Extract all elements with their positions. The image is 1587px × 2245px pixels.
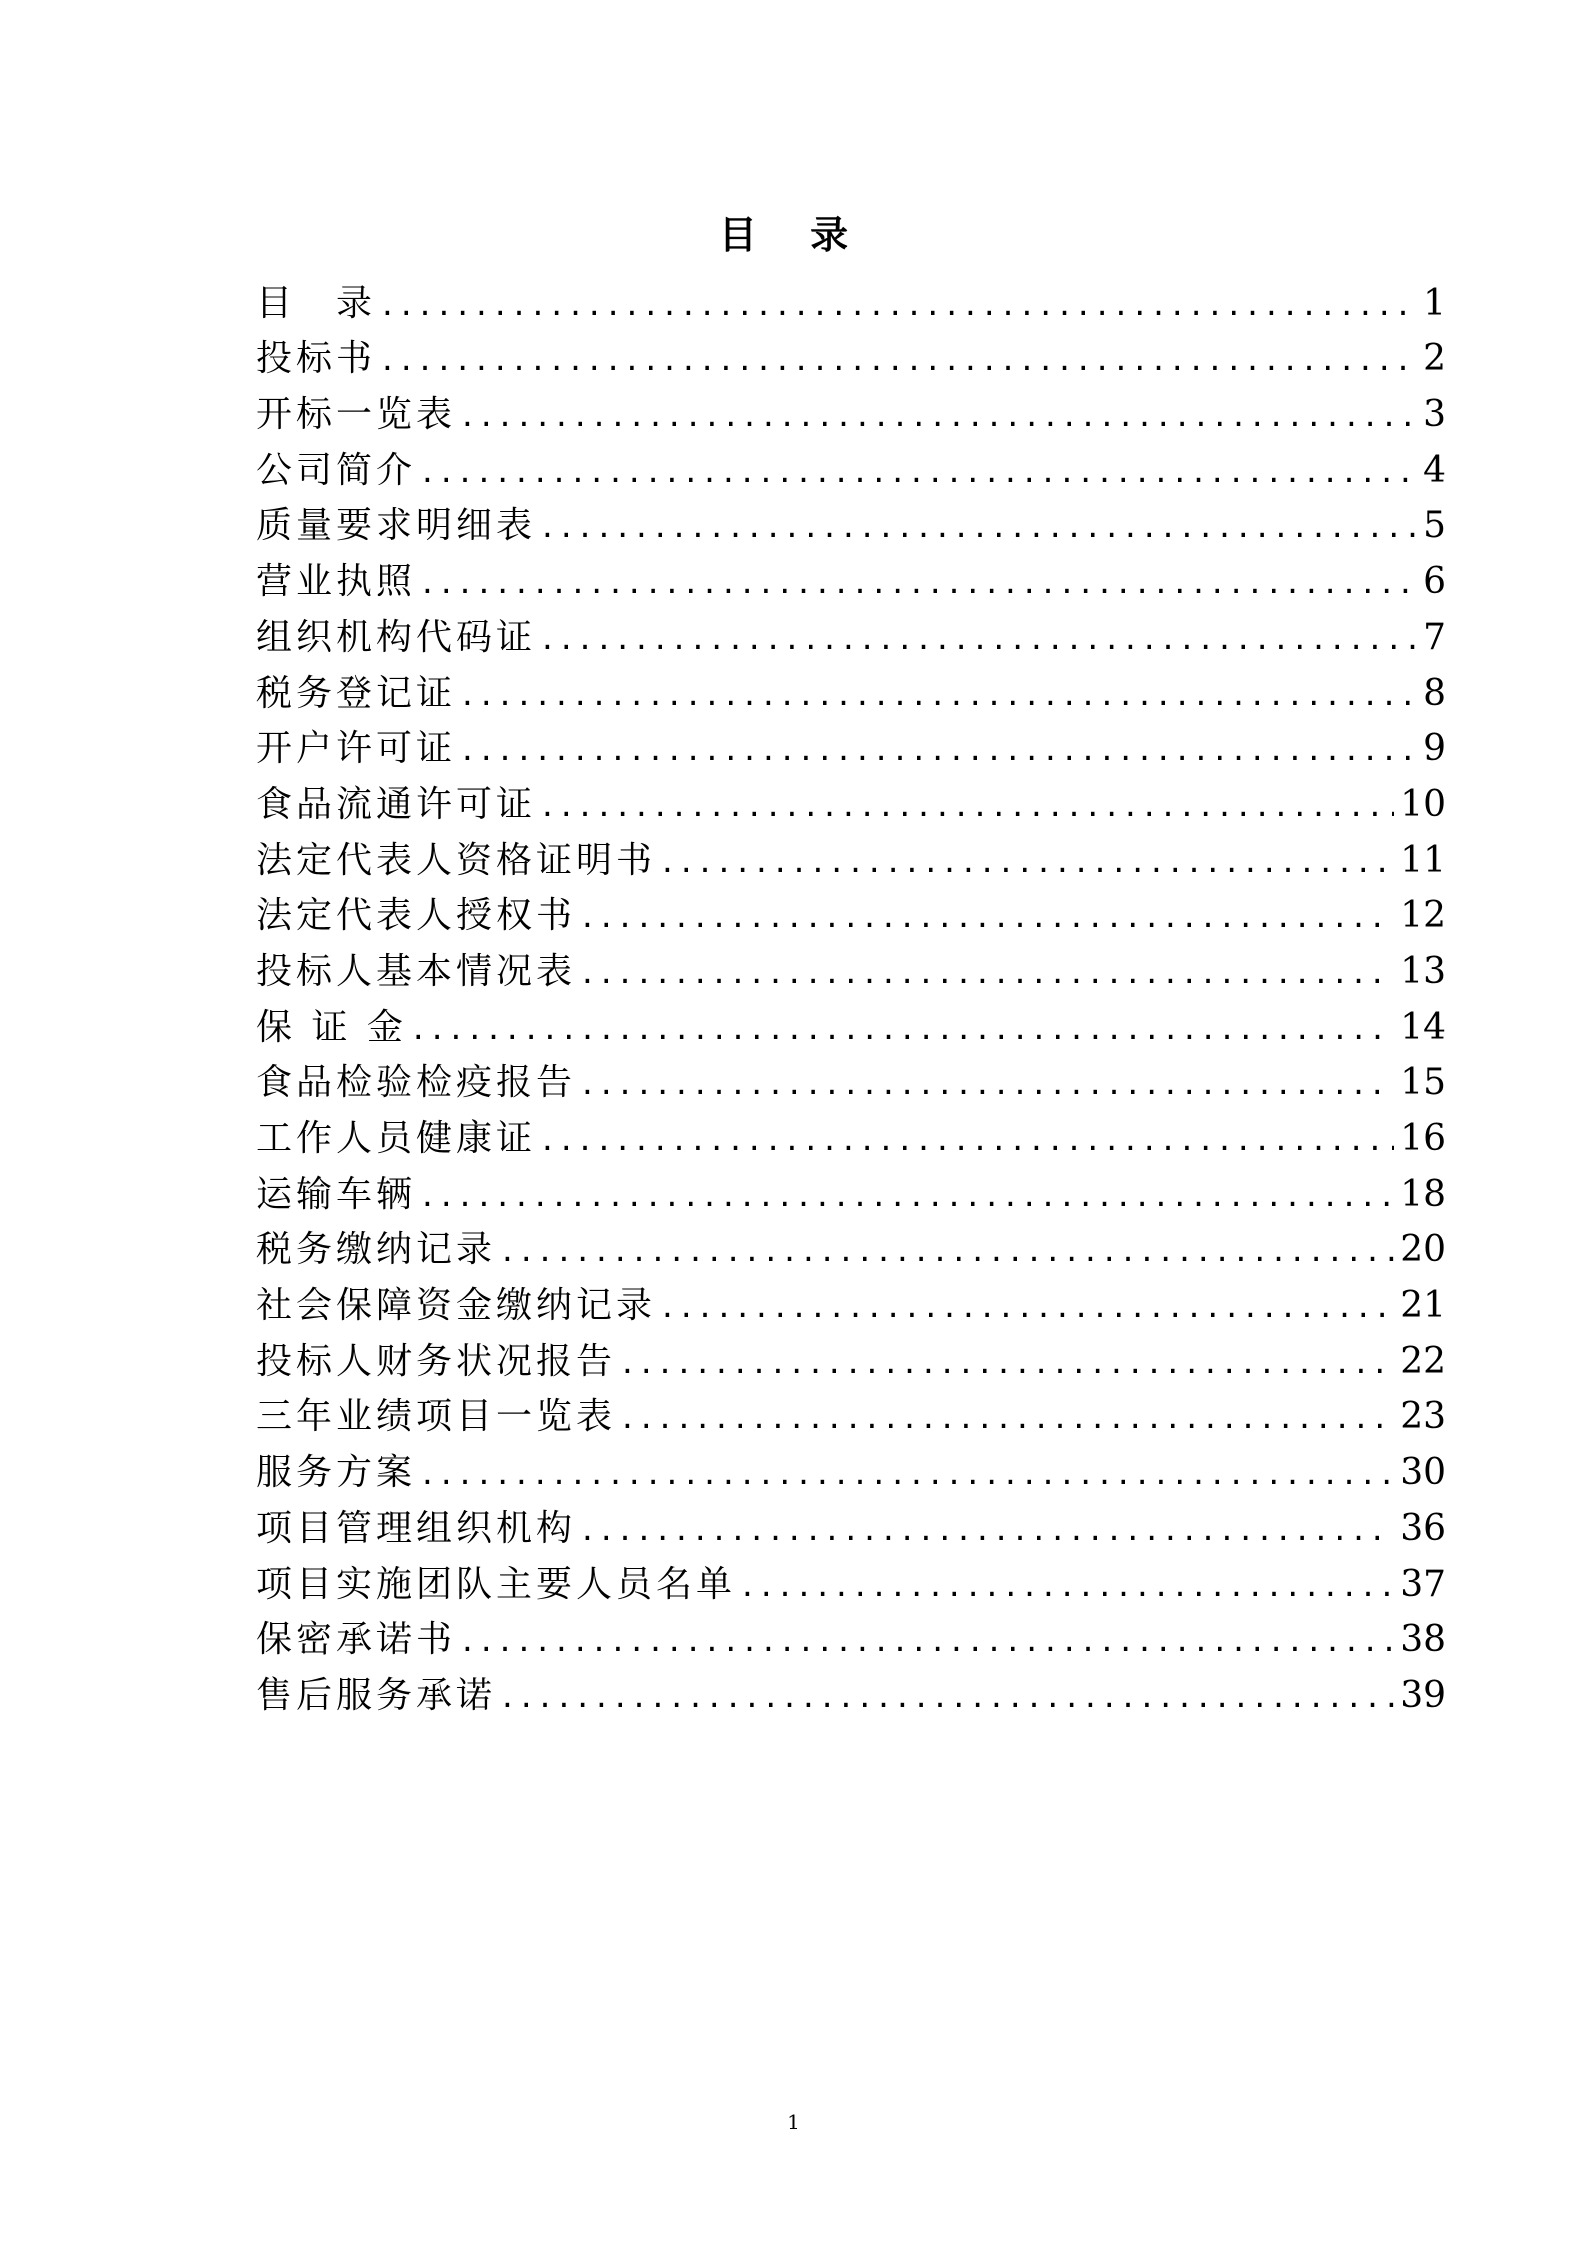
toc-entry-label: 售后服务承诺 — [256, 1674, 497, 1716]
toc-entry[interactable] — [256, 1050, 1446, 1106]
toc-entry-label: 食品流通许可证 — [256, 783, 537, 825]
toc-entry-label: 保密承诺书 — [256, 1619, 457, 1661]
toc-entry[interactable] — [256, 660, 1446, 716]
toc-leader-dots — [662, 1284, 1394, 1328]
toc-entry-label: 质量要求明细表 — [256, 505, 537, 547]
toc-entry-page: 21 — [1400, 1285, 1446, 1327]
toc-leader-dots — [422, 560, 1417, 604]
toc-entry[interactable] — [256, 1272, 1446, 1328]
toc-entry[interactable] — [256, 1495, 1446, 1551]
toc-list — [256, 270, 1446, 1718]
toc-entry-page: 8 — [1423, 672, 1446, 714]
toc-entry-page: 38 — [1400, 1619, 1446, 1661]
toc-entry[interactable] — [256, 493, 1446, 549]
toc-leader-dots — [382, 337, 1417, 381]
toc-entry[interactable] — [256, 1607, 1446, 1663]
toc-entry[interactable] — [256, 883, 1446, 939]
toc-leader-dots — [582, 1507, 1394, 1551]
toc-leader-dots — [542, 783, 1394, 827]
toc-entry-label: 服务方案 — [256, 1452, 417, 1494]
toc-entry-page: 20 — [1400, 1229, 1446, 1271]
toc-leader-dots — [622, 1340, 1394, 1384]
toc-entry-page: 9 — [1423, 728, 1446, 770]
toc-entry[interactable] — [256, 1384, 1446, 1440]
toc-entry-label: 食品检验检疫报告 — [256, 1062, 577, 1104]
toc-leader-dots — [502, 1228, 1394, 1272]
toc-entry-page: 15 — [1400, 1062, 1446, 1104]
toc-leader-dots — [462, 672, 1417, 716]
toc-entry[interactable] — [256, 1105, 1446, 1161]
toc-entry-page: 7 — [1423, 616, 1446, 658]
toc-entry[interactable] — [256, 1328, 1446, 1384]
toc-entry-page: 4 — [1423, 449, 1446, 491]
toc-entry-page: 6 — [1423, 561, 1446, 603]
toc-leader-dots — [422, 1173, 1394, 1217]
toc-entry[interactable] — [256, 270, 1446, 326]
page-number: 1 — [787, 2110, 800, 2134]
toc-entry-page: 12 — [1400, 895, 1446, 937]
toc-entry-page: 30 — [1400, 1452, 1446, 1494]
toc-entry-label: 运输车辆 — [256, 1173, 417, 1215]
toc-entry[interactable] — [256, 548, 1446, 604]
toc-entry-page: 18 — [1400, 1173, 1446, 1215]
page-title: 目 录 — [718, 213, 869, 257]
toc-entry-label: 社会保障资金缴纳记录 — [256, 1285, 657, 1327]
toc-entry[interactable] — [256, 938, 1446, 994]
toc-leader-dots — [382, 282, 1417, 326]
toc-entry[interactable] — [256, 771, 1446, 827]
toc-entry-label: 税务缴纳记录 — [256, 1229, 497, 1271]
toc-leader-dots — [582, 894, 1394, 938]
toc-entry[interactable] — [256, 1217, 1446, 1273]
toc-leader-dots — [622, 1395, 1394, 1439]
toc-entry-page: 13 — [1400, 950, 1446, 992]
toc-entry-page: 2 — [1423, 338, 1446, 380]
toc-entry[interactable] — [256, 994, 1446, 1050]
toc-leader-dots — [582, 1061, 1394, 1105]
toc-entry-page: 16 — [1400, 1118, 1446, 1159]
toc-entry[interactable] — [256, 1662, 1446, 1718]
toc-entry-label: 公司简介 — [256, 449, 417, 491]
toc-leader-dots — [422, 1451, 1394, 1495]
toc-entry-page: 39 — [1400, 1674, 1446, 1716]
toc-entry-page: 36 — [1400, 1507, 1446, 1549]
toc-entry-label: 法定代表人授权书 — [256, 895, 577, 937]
toc-entry[interactable] — [256, 1551, 1446, 1607]
toc-entry[interactable] — [256, 1161, 1446, 1217]
toc-entry-label: 目 录 — [256, 282, 377, 324]
toc-entry-label: 营业执照 — [256, 561, 417, 603]
toc-entry-label: 项目管理组织机构 — [256, 1507, 577, 1549]
toc-entry-page: 14 — [1400, 1006, 1446, 1048]
toc-leader-dots — [502, 1674, 1394, 1718]
toc-entry-label: 投标人财务状况报告 — [256, 1340, 617, 1382]
toc-entry-page: 10 — [1400, 783, 1446, 825]
toc-leader-dots — [542, 504, 1417, 548]
toc-entry-label: 三年业绩项目一览表 — [256, 1396, 617, 1438]
toc-entry-page: 1 — [1423, 282, 1446, 324]
toc-entry-page: 37 — [1400, 1563, 1446, 1605]
toc-entry[interactable] — [256, 827, 1446, 883]
toc-entry-page: 3 — [1423, 394, 1446, 436]
toc-entry-label: 保 证 金 — [256, 1006, 407, 1048]
toc-entry-label: 税务登记证 — [256, 672, 457, 714]
toc-leader-dots — [462, 393, 1417, 437]
toc-entry-label: 项目实施团队主要人员名单 — [256, 1563, 737, 1605]
toc-leader-dots — [462, 1618, 1394, 1662]
toc-entry[interactable] — [256, 437, 1446, 493]
toc-entry[interactable] — [256, 604, 1446, 660]
toc-entry-label: 开户许可证 — [256, 728, 457, 770]
toc-entry-label: 开标一览表 — [256, 394, 457, 436]
toc-entry-label: 组织机构代码证 — [256, 616, 537, 658]
toc-leader-dots — [662, 839, 1394, 883]
toc-entry[interactable] — [256, 716, 1446, 772]
toc-entry-page: 5 — [1423, 505, 1446, 547]
toc-entry-page: 23 — [1400, 1396, 1446, 1438]
toc-leader-dots — [413, 1006, 1394, 1050]
toc-entry-label: 投标书 — [256, 338, 377, 380]
toc-leader-dots — [742, 1563, 1394, 1607]
toc-entry[interactable] — [256, 381, 1446, 437]
toc-entry-label: 工作人员健康证 — [256, 1118, 537, 1159]
toc-leader-dots — [462, 727, 1417, 771]
toc-entry[interactable] — [256, 326, 1446, 382]
toc-leader-dots — [542, 616, 1417, 660]
toc-leader-dots — [422, 449, 1417, 493]
toc-entry-label: 法定代表人资格证明书 — [256, 839, 657, 881]
toc-leader-dots — [542, 1117, 1394, 1161]
toc-entry-page: 22 — [1400, 1340, 1446, 1382]
toc-leader-dots — [582, 950, 1394, 994]
toc-entry[interactable] — [256, 1439, 1446, 1495]
toc-entry-page: 11 — [1400, 839, 1446, 881]
toc-entry-label: 投标人基本情况表 — [256, 950, 577, 992]
